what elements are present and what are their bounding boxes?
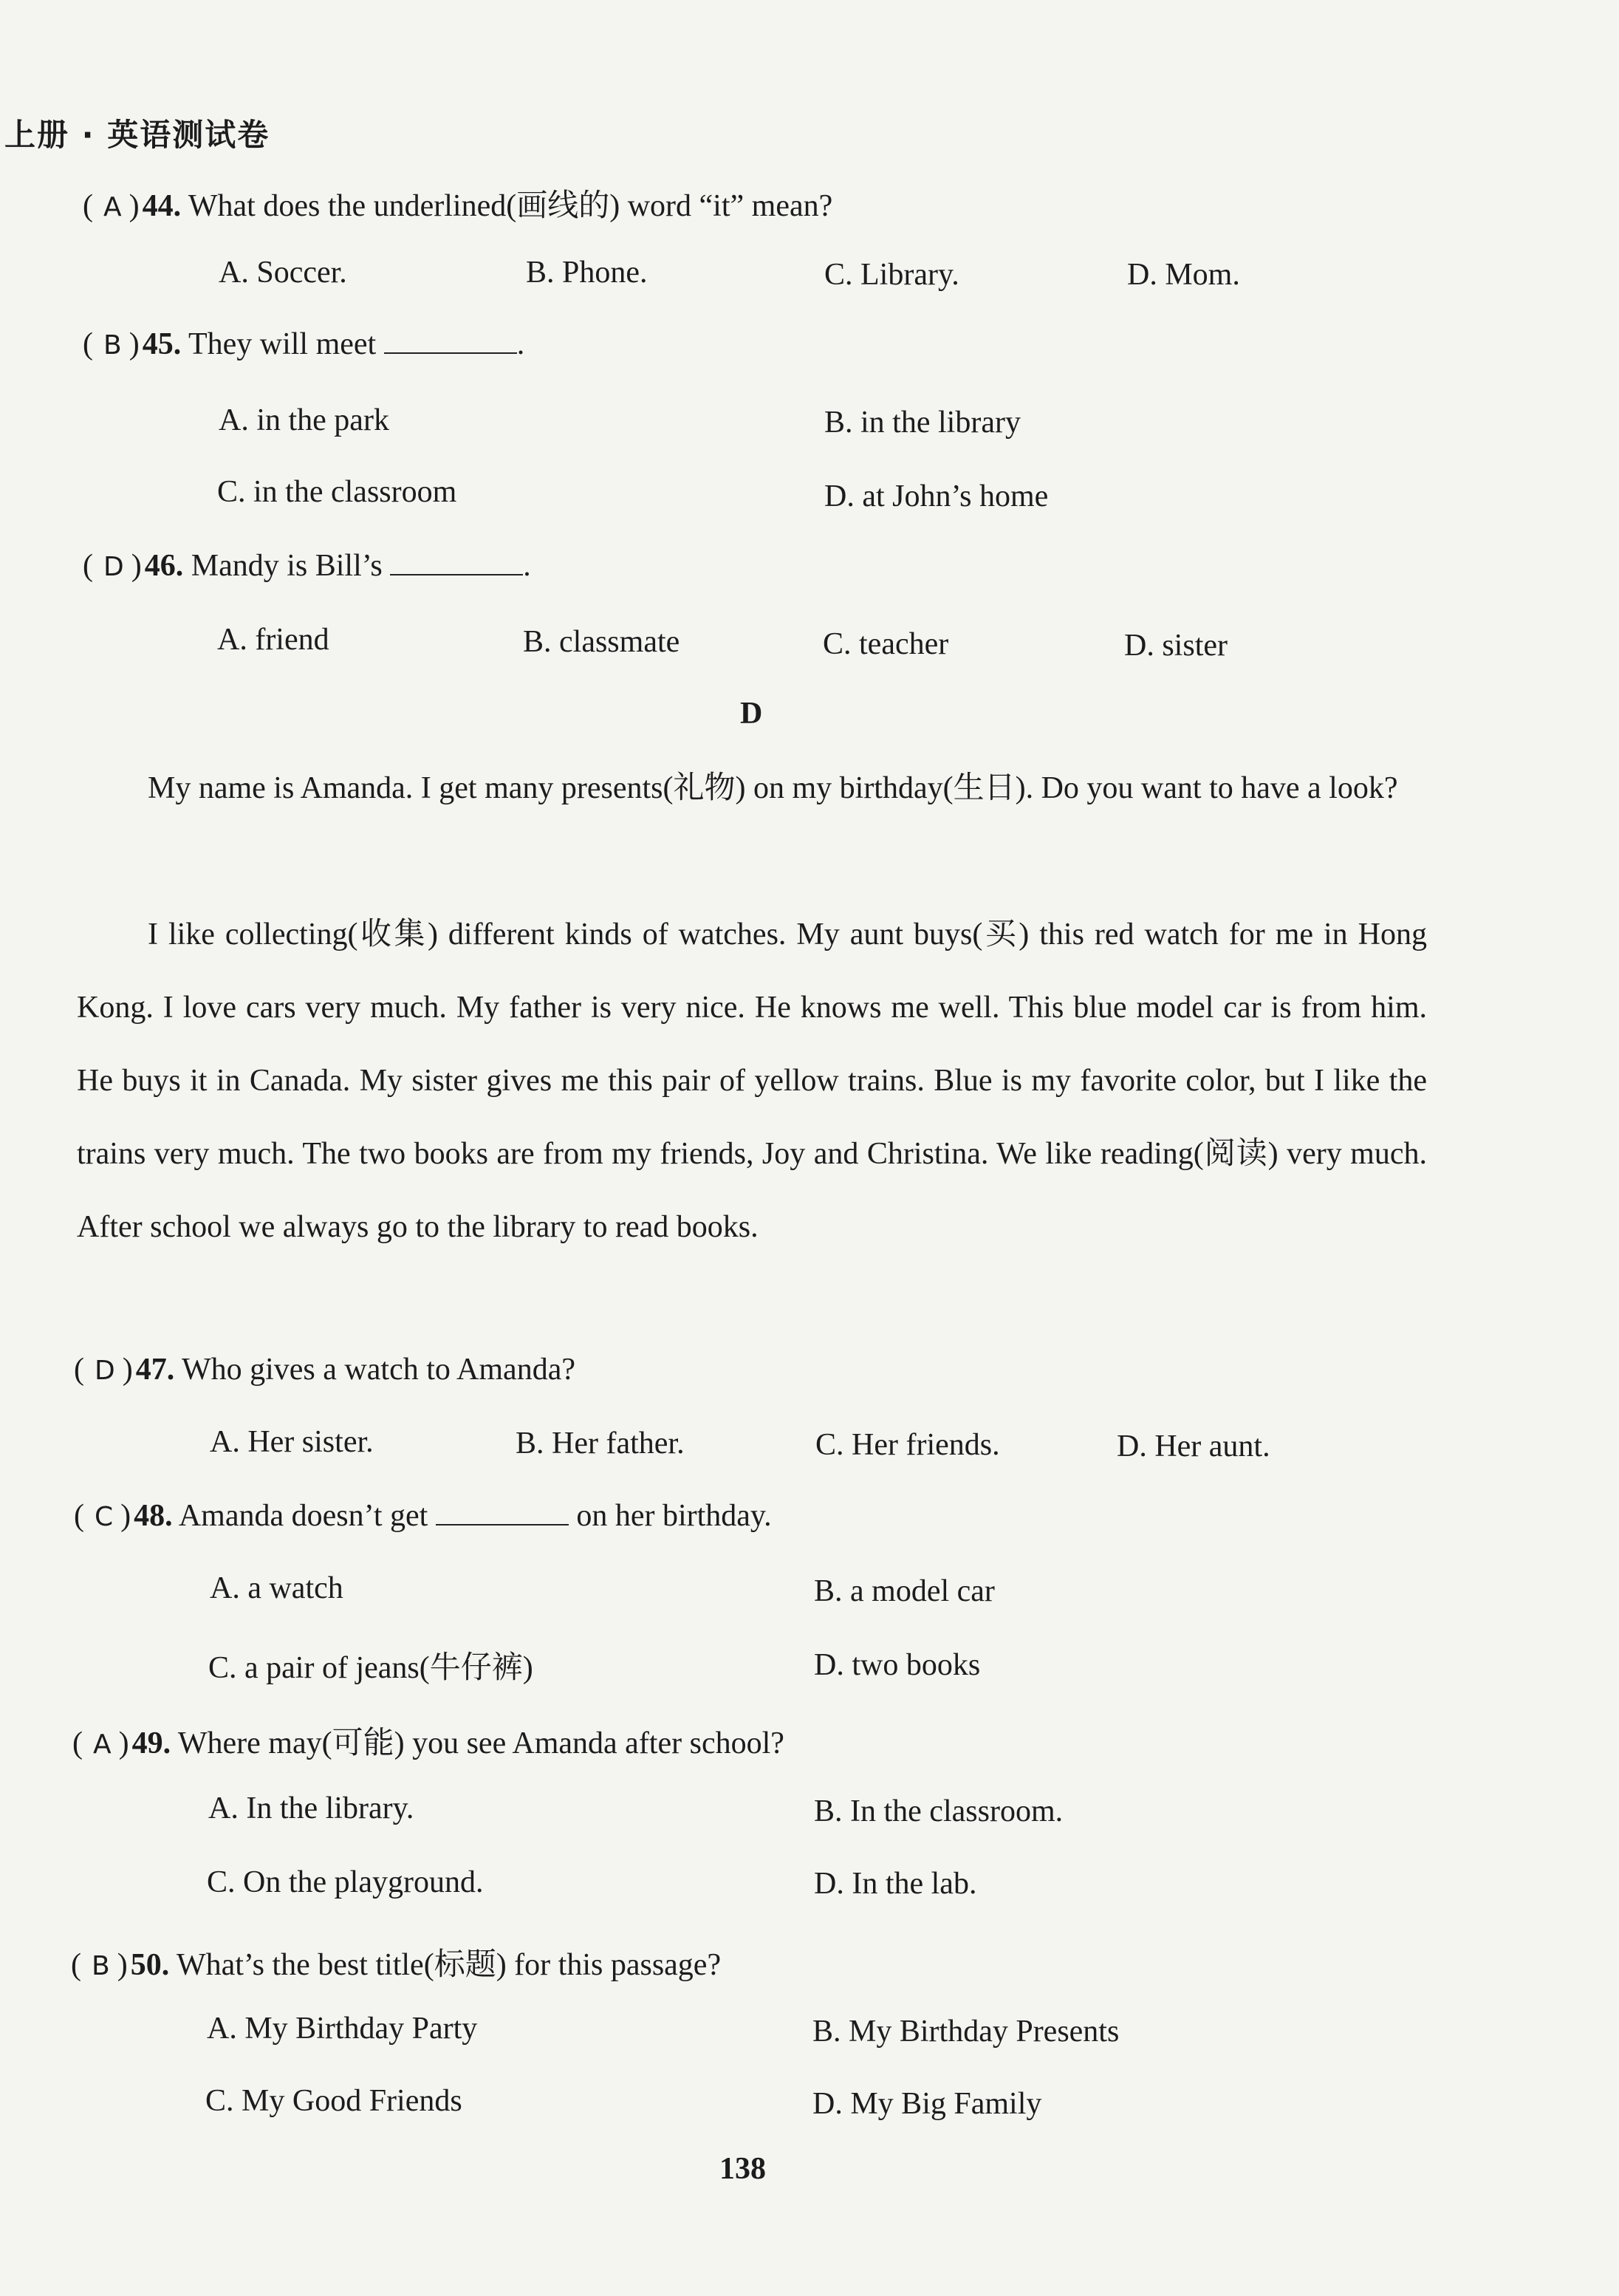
answer-45: B xyxy=(103,330,122,361)
q50-option-a: A. My Birthday Party xyxy=(207,2012,478,2046)
q46-option-b: B. classmate xyxy=(523,625,680,659)
answer-50: B xyxy=(92,1951,110,1981)
question-49: ( A )49. Where may(可能) you see Amanda after school? xyxy=(72,1726,784,1760)
question-48: ( C )48. Amanda doesn’t get on her birthday. xyxy=(74,1499,772,1533)
question-45: ( B )45. They will meet . xyxy=(83,327,525,361)
answer-46: D xyxy=(103,552,124,582)
question-44-text: What does the underlined(画线的) word “it” mean? xyxy=(188,189,833,223)
q46-option-a: A. friend xyxy=(217,623,329,657)
answer-blank xyxy=(436,1499,569,1525)
q45-option-b: B. in the library xyxy=(824,406,1021,440)
q48-option-a: A. a watch xyxy=(210,1571,343,1605)
question-47: ( D )47. Who gives a watch to Amanda? xyxy=(74,1353,575,1387)
question-46: ( D )46. Mandy is Bill’s . xyxy=(83,549,531,583)
q49-option-c: C. On the playground. xyxy=(207,1865,484,1899)
q45-option-a: A. in the park xyxy=(219,403,389,437)
q44-option-b: B. Phone. xyxy=(526,256,648,290)
answer-48: C xyxy=(95,1502,114,1532)
page-number: 138 xyxy=(719,2152,766,2186)
answer-47: D xyxy=(95,1356,115,1386)
q44-option-d: D. Mom. xyxy=(1127,258,1240,292)
page-header: 上册 · 英语测试卷 xyxy=(4,117,270,153)
answer-blank xyxy=(390,549,523,575)
passage-paragraph-2: I like collecting(收集) different kinds of watches. My aunt buys(买) this red watch for me in Hong Kong. I love cars very much. My father is very nice. He knows me well. This blue model car is from him. He buys it in Canada. My sister gives me this pair of yellow trains. Blue is my favorite color, but I like the trains very much. The two books are from my friends, Joy and Christina. We like reading(阅读) very much. After school we always go to the library to read books. xyxy=(77,918,1427,1244)
section-label: D xyxy=(740,697,763,731)
q47-option-a: A. Her sister. xyxy=(210,1425,374,1459)
q47-option-d: D. Her aunt. xyxy=(1117,1429,1270,1463)
q49-option-b: B. In the classroom. xyxy=(814,1794,1064,1828)
q46-option-c: C. teacher xyxy=(823,627,949,661)
q44-option-c: C. Library. xyxy=(824,258,959,292)
question-50: ( B )50. What’s the best title(标题) for this passage? xyxy=(71,1948,722,1982)
question-44: ( A )44. What does the underlined(画线的) word “it” mean? xyxy=(83,189,833,223)
passage-paragraph-1: My name is Amanda. I get many presents(礼物) on my birthday(生日). Do you want to have a look? xyxy=(148,771,1398,805)
answer-44: A xyxy=(103,192,122,222)
q49-option-d: D. In the lab. xyxy=(814,1867,977,1901)
answer-49: A xyxy=(93,1729,112,1760)
q46-option-d: D. sister xyxy=(1124,629,1228,663)
q48-option-c: C. a pair of jeans(牛仔裤) xyxy=(208,1651,533,1685)
q45-option-d: D. at John’s home xyxy=(824,479,1049,513)
q50-option-c: C. My Good Friends xyxy=(205,2084,462,2118)
q47-option-b: B. Her father. xyxy=(516,1427,685,1460)
q45-option-c: C. in the classroom xyxy=(217,475,457,509)
q49-option-a: A. In the library. xyxy=(208,1791,414,1825)
q50-option-d: D. My Big Family xyxy=(812,2087,1042,2121)
q50-option-b: B. My Birthday Presents xyxy=(812,2015,1120,2049)
q44-option-a: A. Soccer. xyxy=(219,256,347,290)
q48-option-b: B. a model car xyxy=(814,1574,995,1608)
q48-option-d: D. two books xyxy=(814,1648,981,1682)
answer-blank xyxy=(384,327,517,354)
q47-option-c: C. Her friends. xyxy=(815,1428,1000,1462)
